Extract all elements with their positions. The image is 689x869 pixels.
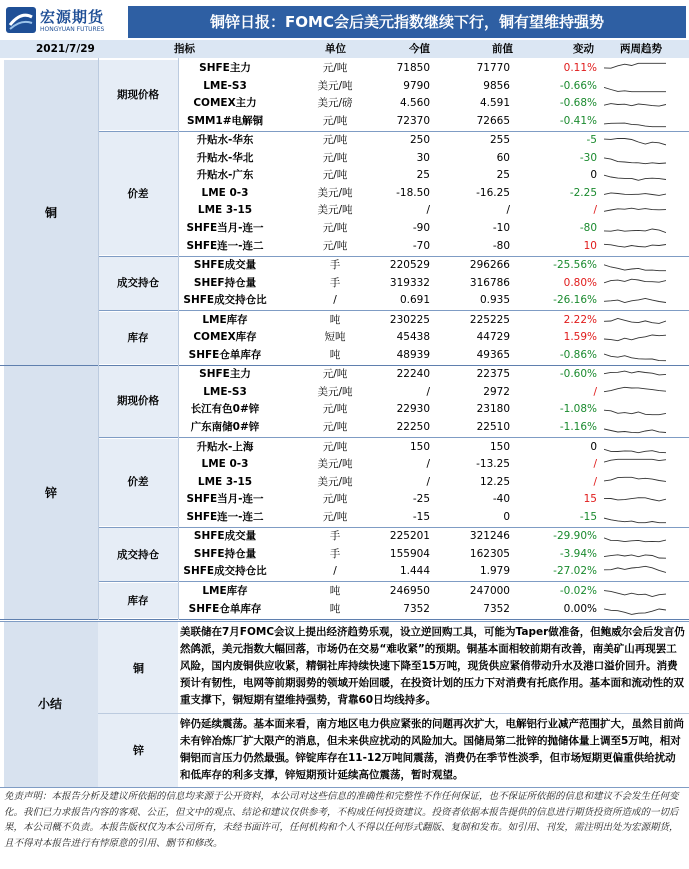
unit-cell: 吨 — [329, 313, 341, 326]
trend-sparkline — [604, 441, 666, 454]
trend-sparkline — [604, 511, 666, 524]
trend-sparkline — [604, 187, 666, 200]
unit-cell: 美元/吨 — [317, 475, 353, 488]
change-value: / — [593, 204, 597, 217]
today-value: 22240 — [396, 368, 430, 381]
indicator-label: LME 0-3 — [201, 458, 249, 471]
change-value: 2.22% — [563, 313, 597, 326]
summary-label: 小结 — [38, 697, 63, 711]
change-value: -5 — [586, 134, 597, 147]
prev-value: 9856 — [483, 79, 510, 92]
trend-sparkline — [604, 314, 666, 327]
prev-value: 296266 — [469, 259, 510, 272]
indicator-label: SHFE仓单库存 — [188, 602, 262, 615]
group-label: 库存 — [127, 594, 149, 607]
today-value: 22930 — [396, 403, 430, 416]
trend-sparkline — [604, 493, 666, 506]
unit-cell: 美元/吨 — [317, 385, 353, 398]
today-value: -25 — [412, 493, 430, 506]
prev-value: 162305 — [469, 547, 510, 560]
trend-sparkline — [604, 80, 666, 93]
today-value: 150 — [409, 440, 430, 453]
trend-sparkline — [604, 421, 666, 434]
unit-cell: 元/吨 — [322, 169, 348, 182]
summary-copper-text: 美联储在7月FOMC会议上提出经济趋势乐观，设立逆回购工具，可能为Taper做准备，但鲍威尔会后发言仍然鸽派，美元指数大幅回落，市场仍在交易“难收紧”的预期。铜基本面相较前期有改善，南美矿山再现罢工风险，国内废铜供应收紧，精铜社库持续快速下降至15万吨，现货供应紧俏带动升水及港口溢价回升。消费预计有韧性，电网等前期弱势的领域开始回暖，在投资计划的压力下对消费有托底作用。基本面和流动性的双重支撑下，铜短期有望维持强势，背靠60日均线持多。 — [180, 626, 685, 706]
unit-cell: 元/吨 — [322, 368, 348, 381]
indicator-label: SHFE仓单库存 — [188, 348, 262, 361]
today-value: 72370 — [396, 114, 430, 127]
today-value: 30 — [416, 151, 430, 164]
change-value: / — [593, 475, 597, 488]
prev-value: 150 — [489, 440, 510, 453]
prev-value: 12.25 — [479, 475, 510, 488]
change-value: -25.56% — [553, 259, 597, 272]
group-label: 期现价格 — [117, 395, 159, 408]
trend-sparkline — [604, 548, 666, 561]
today-value: -90 — [412, 221, 430, 234]
trend-sparkline — [604, 530, 666, 543]
today-value: 220529 — [389, 259, 430, 272]
change-value: -0.60% — [559, 368, 597, 381]
change-value: 1.59% — [563, 331, 597, 344]
trend-sparkline — [604, 476, 666, 489]
unit-cell: 元/吨 — [322, 510, 348, 523]
trend-sparkline — [604, 134, 666, 147]
logo-cn-text: 宏源期货 — [40, 8, 105, 26]
trend-sparkline — [604, 403, 666, 416]
unit-cell: 美元/磅 — [317, 97, 353, 110]
unit-cell: 吨 — [329, 584, 341, 597]
indicator-label: COMEX库存 — [193, 331, 257, 344]
group-label: 成交持仓 — [117, 277, 159, 290]
date-header: 2021/7/29 — [36, 43, 95, 55]
today-value: 246950 — [389, 584, 430, 597]
today-value: / — [426, 475, 430, 488]
metal-label: 铜 — [44, 206, 57, 221]
change-value: -27.02% — [553, 565, 597, 578]
change-value: / — [593, 458, 597, 471]
prev-value: -16.25 — [476, 186, 510, 199]
logo-mark-icon — [6, 7, 36, 33]
indicator-label: SHFE当月-连一 — [186, 221, 264, 234]
prev-value: 7352 — [483, 602, 510, 615]
prev-value: 2972 — [483, 385, 510, 398]
trend-sparkline — [604, 331, 666, 344]
today-value: 7352 — [403, 602, 430, 615]
indicator-label: LME库存 — [202, 584, 248, 597]
change-value: -1.16% — [559, 421, 597, 433]
indicator-label: SHFE成交持仓比 — [183, 294, 267, 307]
indicator-label: 升贴水-广东 — [196, 169, 254, 182]
trend-sparkline — [604, 152, 666, 165]
change-value: -1.08% — [559, 403, 597, 416]
change-value: 0.00% — [563, 602, 597, 615]
indicator-label: SHFE连一-连二 — [186, 239, 264, 252]
unit-cell: 短吨 — [324, 331, 346, 344]
trend-sparkline — [604, 62, 666, 75]
trend-header: 两周趋势 — [620, 43, 662, 55]
prev-value: -40 — [492, 493, 510, 506]
trend-sparkline — [604, 585, 666, 598]
change-value: -0.68% — [559, 97, 597, 110]
indicator-label: LME 3-15 — [197, 475, 253, 488]
unit-cell: 元/吨 — [322, 239, 348, 252]
indicator-label: 升贴水-上海 — [196, 440, 254, 453]
today-value: 9790 — [403, 79, 430, 92]
trend-sparkline — [604, 204, 666, 217]
disclaimer-divider — [0, 787, 689, 788]
unit-cell: 美元/吨 — [317, 204, 353, 217]
indicator-label: SHEF持仓量 — [193, 276, 257, 289]
indicator-label: SHFE持仓量 — [193, 547, 257, 560]
report-title: 铜锌日报：FOMC会后美元指数继续下行，铜有望维持强势 — [128, 6, 686, 38]
prev-value: -80 — [492, 239, 510, 252]
disclaimer-text: 免责声明：本报告分析及建议所依据的信息均来源于公开资料，本公司对这些信息的准确性和完整性不作任何保证，也不保证所依据的信息和建议不会发生任何变化。我们已力求报告内容的客观、公正，但文中的观点、结论和建议仅供参考，不构成任何投资建议。投资者依据本报告提供的信息进行期货投资所造成的一切后果，本公司概不负责。本报告版权仅为本公司所有，未经书面许可，任何机构和个人不得以任何形式翻版、复制和发布。如引用、刊发，需注明出处为宏源期货，且不得对本报告进行有悖原意的引用、删节和修改。 — [4, 791, 679, 849]
today-value: 71850 — [396, 62, 430, 74]
change-value: -26.16% — [553, 294, 597, 307]
indicator-label: LME-S3 — [203, 385, 247, 398]
trend-sparkline — [604, 240, 666, 253]
unit-cell: 吨 — [329, 348, 341, 361]
indicator-label: SHFE成交持仓比 — [183, 565, 267, 578]
change-value: 10 — [583, 239, 597, 252]
unit-cell: 手 — [329, 259, 341, 272]
today-value: 1.444 — [399, 565, 430, 578]
change-value: -29.90% — [553, 530, 597, 543]
column-line — [178, 58, 179, 620]
unit-cell: 手 — [329, 530, 341, 543]
indicator-label: SMM1#电解铜 — [186, 114, 264, 127]
change-value: -3.94% — [559, 547, 597, 560]
unit-header: 单位 — [325, 43, 346, 55]
indicator-label: SHFE成交量 — [193, 530, 257, 543]
change-value: -80 — [579, 221, 597, 234]
change-value: -2.25 — [569, 186, 597, 199]
indicator-label: LME-S3 — [203, 79, 247, 92]
indicator-label: SHFE成交量 — [193, 259, 257, 272]
trend-sparkline — [604, 169, 666, 182]
trend-sparkline — [604, 603, 666, 616]
unit-cell: 吨 — [329, 602, 341, 615]
prev-value: 255 — [489, 134, 510, 147]
indicator-label: 升贴水-华北 — [196, 151, 254, 164]
change-value: -0.02% — [559, 584, 597, 597]
trend-sparkline — [604, 458, 666, 471]
unit-cell: 元/吨 — [322, 151, 348, 164]
indicator-label: 广东南储0#锌 — [190, 421, 260, 433]
today-value: 25 — [416, 169, 430, 182]
trend-sparkline — [604, 565, 666, 578]
trend-sparkline — [604, 349, 666, 362]
logo-en-text: HONGYUAN FUTURES — [40, 26, 105, 33]
prev-value: 0.935 — [479, 294, 510, 307]
today-value: 48939 — [396, 348, 430, 361]
prev-value: 60 — [496, 151, 510, 164]
unit-cell: 元/吨 — [322, 221, 348, 234]
summary-zinc-text: 锌仍延续震荡。基本面来看，南方地区电力供应紧张的问题再次扩大，电解铝行业减产范围扩大，虽然目前尚未有锌冶炼厂扩大限产的消息，但未来供应扰动的风险加大。国储局第二批锌的抛储体量上调至5万吨，相对铜铝而言压力仍然最强。锌锭库存在11-12万吨间震荡，消费仍在季节性淡季，但市场短期更偏重供给扰动和低库存的利多支撑，锌短期预计延续高位震荡，暂时观望。 — [180, 718, 684, 781]
indicator-label: 升贴水-华东 — [196, 134, 254, 147]
prev-value: 4.591 — [479, 97, 510, 110]
unit-cell: 美元/吨 — [317, 79, 353, 92]
trend-sparkline — [604, 294, 666, 307]
prev-value: 22510 — [476, 421, 510, 433]
summary-copper-label: 铜 — [133, 662, 144, 675]
group-label: 期现价格 — [117, 89, 159, 102]
change-value: / — [593, 385, 597, 398]
today-value: -18.50 — [396, 186, 430, 199]
today-value: / — [426, 458, 430, 471]
unit-cell: 美元/吨 — [317, 458, 353, 471]
summary-mid-divider — [98, 713, 689, 714]
unit-cell: / — [333, 294, 337, 307]
change-value: -0.66% — [559, 79, 597, 92]
trend-sparkline — [604, 115, 666, 128]
change-value: 0 — [590, 440, 597, 453]
indicator-label: LME 0-3 — [201, 186, 249, 199]
today-value: 230225 — [389, 313, 430, 326]
change-value: -0.41% — [559, 114, 597, 127]
prev-value: 321246 — [469, 530, 510, 543]
today-value: / — [426, 385, 430, 398]
prev-value: 22375 — [476, 368, 510, 381]
column-line — [98, 58, 99, 620]
unit-cell: 元/吨 — [322, 421, 348, 433]
prev-value: -13.25 — [476, 458, 510, 471]
change-value: -15 — [579, 510, 597, 523]
group-label: 库存 — [127, 332, 149, 345]
unit-cell: 元/吨 — [322, 493, 348, 506]
group-label: 成交持仓 — [117, 548, 159, 561]
change-value: 0.80% — [563, 276, 597, 289]
today-value: 45438 — [396, 331, 430, 344]
group-label: 价差 — [127, 476, 149, 489]
today-header: 今值 — [409, 43, 430, 55]
unit-cell: 元/吨 — [322, 134, 348, 147]
unit-cell: / — [333, 565, 337, 578]
indicator-label: COMEX主力 — [193, 97, 257, 110]
prev-value: 72665 — [476, 114, 510, 127]
prev-header: 前值 — [492, 43, 513, 55]
prev-value: 0 — [503, 510, 510, 523]
indicator-label: LME 3-15 — [197, 204, 253, 217]
change-value: 0.11% — [563, 62, 597, 74]
change-value: 15 — [583, 493, 597, 506]
indicator-label: LME库存 — [202, 313, 248, 326]
column-header-row — [0, 40, 689, 58]
prev-value: 49365 — [476, 348, 510, 361]
today-value: 155904 — [389, 547, 430, 560]
indicator-label: SHFE当月-连一 — [186, 493, 264, 506]
indicator-label: SHFE连一-连二 — [186, 510, 264, 523]
indicator-label: SHFE主力 — [199, 62, 251, 74]
change-value: -0.86% — [559, 348, 597, 361]
prev-value: / — [506, 204, 510, 217]
indicator-label: SHFE主力 — [199, 368, 251, 381]
change-header: 变动 — [573, 43, 594, 55]
prev-value: 1.979 — [479, 565, 510, 578]
change-value: -30 — [579, 151, 597, 164]
group-label: 价差 — [127, 187, 149, 200]
unit-cell: 手 — [329, 547, 341, 560]
unit-cell: 元/吨 — [322, 62, 348, 74]
unit-cell: 元/吨 — [322, 114, 348, 127]
unit-cell: 手 — [329, 276, 341, 289]
trend-sparkline — [604, 97, 666, 110]
today-value: -70 — [412, 239, 430, 252]
prev-value: -10 — [492, 221, 510, 234]
today-value: 4.560 — [399, 97, 430, 110]
trend-sparkline — [604, 259, 666, 272]
metal-label: 锌 — [44, 486, 57, 501]
indicator-header: 指标 — [174, 43, 195, 55]
prev-value: 25 — [496, 169, 510, 182]
indicator-label: 长江有色0#锌 — [190, 403, 260, 416]
trend-sparkline — [604, 386, 666, 399]
today-value: 225201 — [389, 530, 430, 543]
trend-sparkline — [604, 222, 666, 235]
trend-sparkline — [604, 277, 666, 290]
section-divider — [0, 619, 689, 620]
prev-value: 316786 — [469, 276, 510, 289]
change-value: 0 — [590, 169, 597, 182]
unit-cell: 美元/吨 — [317, 186, 353, 199]
trend-sparkline — [604, 368, 666, 381]
prev-value: 23180 — [476, 403, 510, 416]
today-value: -15 — [412, 510, 430, 523]
unit-cell: 元/吨 — [322, 440, 348, 453]
summary-zinc-label: 锌 — [133, 744, 144, 757]
today-value: 319332 — [389, 276, 430, 289]
company-logo — [0, 0, 128, 40]
today-value: / — [426, 204, 430, 217]
prev-value: 44729 — [476, 331, 510, 344]
today-value: 0.691 — [399, 294, 430, 307]
prev-value: 247000 — [469, 584, 510, 597]
today-value: 22250 — [396, 421, 430, 433]
prev-value: 225225 — [469, 313, 510, 326]
prev-value: 71770 — [476, 62, 510, 74]
unit-cell: 元/吨 — [322, 403, 348, 416]
today-value: 250 — [409, 134, 430, 147]
